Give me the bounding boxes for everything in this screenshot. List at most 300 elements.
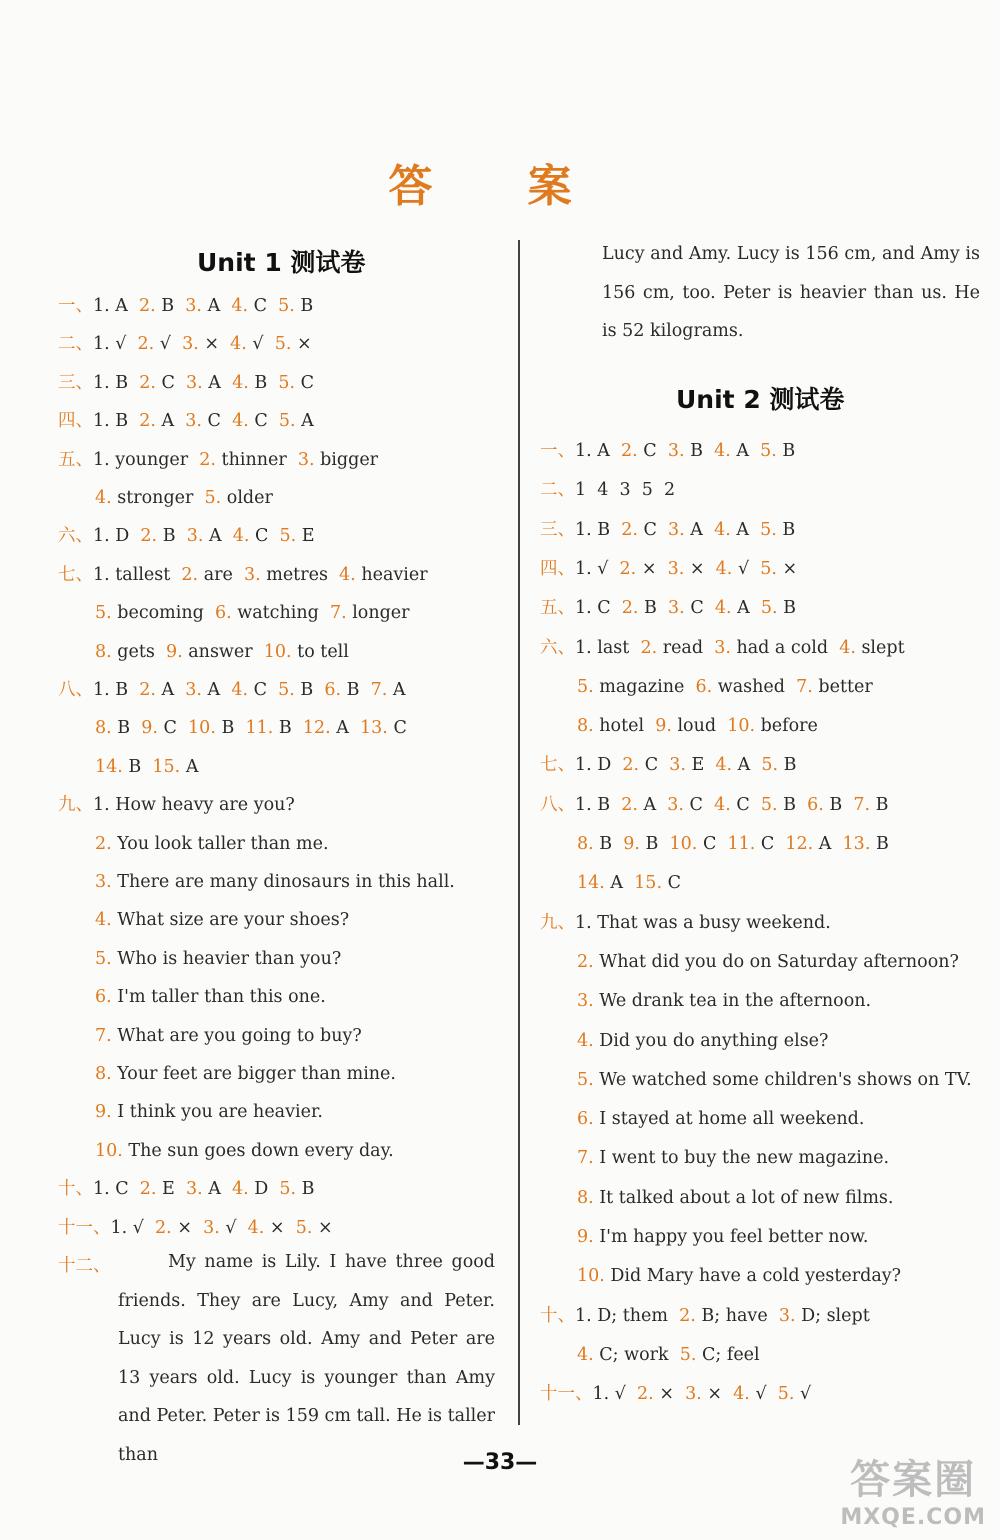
- left-line: [95, 641, 349, 663]
- answer-text: Did you do anything else?: [599, 1030, 829, 1051]
- answer-text: 九、: [540, 912, 575, 933]
- answer-text: Your feet are bigger than mine.: [117, 1064, 396, 1084]
- answer-text: We watched some children's shows on TV.: [599, 1069, 972, 1090]
- answer-text: 6.: [214, 603, 238, 624]
- answer-text: 三、: [540, 519, 575, 540]
- right-line: [577, 715, 818, 737]
- answer-text: A: [736, 441, 761, 461]
- answer-text: 6.: [695, 676, 718, 697]
- answer-text: I'm happy you feel better now.: [599, 1227, 869, 1247]
- answer-text: A: [736, 519, 761, 540]
- answer-text: C: [760, 834, 786, 854]
- answer-text: are: [203, 564, 244, 585]
- answer-text: 5.: [95, 948, 118, 969]
- left-line: [58, 410, 314, 432]
- left-line: [58, 333, 312, 355]
- answer-text: A: [643, 794, 668, 815]
- right-line: [577, 872, 681, 894]
- answer-text: ×: [641, 558, 668, 579]
- answer-text: 9.: [141, 718, 164, 739]
- watermark-brand: 答案圈: [850, 1457, 977, 1503]
- answer-text: 4.: [231, 1179, 255, 1200]
- answer-text: 8.: [577, 716, 600, 737]
- answer-text: 六、: [58, 526, 93, 547]
- left-line: [95, 487, 273, 509]
- answer-text: 2.: [577, 951, 600, 972]
- answer-text: 14.: [95, 756, 129, 777]
- answer-text: washed: [717, 676, 797, 697]
- answer-text: to tell: [297, 641, 349, 662]
- unit2-title: Unit 2 测试卷: [676, 385, 845, 414]
- answer-text: D: [254, 1179, 280, 1200]
- answer-text: I'm taller than this one.: [117, 987, 326, 1008]
- answer-text: 1. A: [93, 296, 140, 316]
- answer-text: 15.: [152, 756, 186, 777]
- answer-text: 5.: [760, 558, 783, 579]
- answer-text: 2.: [139, 411, 162, 432]
- answer-text: A: [208, 526, 233, 547]
- answer-text: A: [737, 755, 762, 776]
- answer-text: 4.: [232, 372, 255, 393]
- answer-text: C: [163, 718, 189, 739]
- answer-text: A: [185, 756, 199, 777]
- answer-text: 2.: [679, 1305, 702, 1326]
- right-line: [577, 1226, 869, 1248]
- answer-text: 2.: [640, 637, 663, 658]
- answer-text: 4.: [95, 488, 118, 508]
- right-line: [540, 1383, 811, 1405]
- answer-text: You look taller than me.: [117, 833, 329, 854]
- right-line: [540, 1305, 870, 1327]
- answer-text: B: [644, 598, 669, 619]
- answer-text: 1. C: [93, 1179, 140, 1200]
- answer-text: Did Mary have a cold yesterday?: [610, 1266, 902, 1287]
- answer-text: 4.: [733, 1384, 756, 1405]
- answer-text: magazine: [599, 676, 696, 697]
- answer-text: 4.: [714, 598, 738, 619]
- answer-text: 十、: [58, 1179, 93, 1200]
- answer-text: B: [301, 1179, 315, 1200]
- answer-text: 1. √: [93, 334, 138, 355]
- answer-text: 5.: [278, 411, 302, 432]
- answer-text: 1. B: [93, 411, 140, 432]
- answer-text: 11.: [727, 834, 761, 854]
- answer-text: C: [643, 441, 668, 461]
- answer-text: 3.: [186, 372, 209, 393]
- right-line: [540, 912, 831, 934]
- answer-text: 八、: [58, 680, 93, 700]
- answer-text: 4.: [715, 755, 738, 776]
- answer-text: C: [254, 526, 280, 547]
- answer-text: 3.: [778, 1305, 802, 1326]
- answer-text: 1. D: [93, 526, 141, 547]
- answer-text: √: [225, 1217, 248, 1238]
- answer-text: B: [254, 372, 279, 393]
- answer-text: 13.: [360, 718, 394, 739]
- answer-text: 1. B: [575, 794, 622, 815]
- answer-text: 7.: [329, 603, 353, 624]
- answer-text: 1. younger: [93, 449, 200, 470]
- answer-text: 9.: [623, 834, 646, 854]
- unit1-essay-continued: Lucy and Amy. Lucy is 156 cm, and Amy is 156 cm, too. Peter is heavier than us. He is 52 kilograms.: [602, 244, 980, 341]
- answer-text: A: [392, 680, 406, 700]
- answer-text: 1. A: [575, 441, 622, 461]
- answer-text: 4.: [231, 296, 254, 316]
- answer-text: 4.: [231, 680, 254, 700]
- answer-text: C: [253, 296, 279, 316]
- answer-text: 二、: [58, 334, 93, 355]
- right-line: [577, 1187, 893, 1209]
- answer-text: 6.: [577, 1109, 600, 1130]
- answer-text: B: [782, 441, 796, 461]
- right-line: [577, 1147, 889, 1169]
- answer-text: We drank tea in the afternoon.: [599, 991, 872, 1012]
- answer-text: 3.: [185, 411, 208, 432]
- left-line: [58, 1255, 111, 1277]
- answer-text: √: [799, 1384, 812, 1405]
- answer-text: slept: [861, 637, 905, 658]
- left-line: [95, 717, 407, 739]
- answer-text: 2.: [622, 755, 645, 776]
- answer-text: 3.: [243, 564, 267, 585]
- answer-text: 3.: [185, 1179, 209, 1200]
- answer-text: 10.: [669, 834, 703, 854]
- answer-text: C: [644, 755, 670, 776]
- answer-text: E: [162, 1179, 186, 1200]
- answer-text: 5.: [274, 334, 297, 355]
- answer-text: 4.: [232, 411, 255, 432]
- answer-text: 10.: [727, 716, 761, 737]
- page-title: 答 案: [388, 161, 612, 212]
- answer-text: 3.: [667, 441, 691, 461]
- answer-text: 4.: [95, 910, 118, 931]
- left-line: [58, 679, 406, 701]
- answer-text: A: [336, 718, 361, 739]
- answer-text: B: [300, 296, 314, 316]
- answer-text: B: [783, 794, 808, 815]
- left-line: [95, 756, 198, 778]
- answer-text: C: [393, 718, 407, 739]
- answer-text: C: [643, 519, 669, 540]
- answer-text: 2.: [621, 441, 644, 461]
- answer-text: stronger: [117, 488, 205, 508]
- left-line: [95, 1101, 323, 1123]
- left-line: [95, 1140, 394, 1162]
- answer-text: 七、: [540, 755, 575, 776]
- answer-text: What did you do on Saturday afternoon?: [599, 951, 959, 972]
- answer-text: had a cold: [736, 637, 840, 658]
- answer-text: B: [875, 834, 889, 854]
- watermark-logo: [840, 1448, 986, 1530]
- answer-text: There are many dinosaurs in this hall.: [117, 872, 455, 892]
- answer-text: √: [737, 558, 761, 579]
- left-line: [95, 909, 349, 931]
- answer-text: A: [737, 598, 761, 619]
- answer-text: ×: [689, 558, 716, 579]
- answer-text: Who is heavier than you?: [117, 948, 342, 969]
- answer-text: 2.: [637, 1384, 660, 1405]
- answer-text: 四、: [58, 411, 93, 432]
- answer-text: 3.: [714, 637, 737, 658]
- right-line: [540, 479, 675, 501]
- answer-text: I think you are heavier.: [117, 1102, 323, 1123]
- answer-text: C; work: [599, 1344, 680, 1365]
- page-number: —33—: [462, 1450, 538, 1475]
- answer-text: 4.: [577, 1344, 600, 1365]
- answer-text: 2.: [140, 526, 163, 547]
- answer-text: heavier: [361, 564, 428, 585]
- answer-text: 3.: [685, 1384, 708, 1405]
- answer-text: 5.: [278, 296, 301, 316]
- left-line: [58, 449, 378, 471]
- answer-text: 3.: [185, 296, 208, 316]
- answer-text: 3.: [667, 558, 690, 579]
- answer-text: 十一、: [58, 1217, 111, 1238]
- answer-text: B: [645, 834, 670, 854]
- answer-text: 4.: [339, 564, 362, 585]
- left-line: [95, 871, 455, 893]
- answer-text: D; slept: [801, 1305, 870, 1326]
- answer-text: 2.: [139, 1179, 163, 1200]
- answer-text: 十二、: [58, 1256, 111, 1276]
- answer-text: 3.: [186, 526, 209, 547]
- answer-text: 一、: [540, 441, 575, 461]
- answer-text: 9.: [577, 1227, 600, 1247]
- answer-text: 7.: [853, 794, 876, 815]
- answer-text: A: [208, 1179, 232, 1200]
- answer-text: 2.: [621, 519, 644, 540]
- answer-text: C: [736, 794, 761, 815]
- answer-text: 10.: [188, 718, 222, 739]
- answer-text: 5.: [577, 1069, 600, 1090]
- answer-text: before: [760, 716, 818, 737]
- answer-text: C: [207, 411, 233, 432]
- answer-text: 3.: [668, 598, 691, 619]
- answer-text: loud: [677, 716, 728, 737]
- right-line: [540, 754, 797, 776]
- answer-text: better: [818, 676, 873, 697]
- answer-text: B; have: [701, 1305, 779, 1326]
- left-line: [58, 295, 313, 317]
- answer-text: 五、: [540, 598, 575, 619]
- answer-text: B: [221, 718, 246, 739]
- left-line: [95, 833, 329, 855]
- answer-text: 3.: [185, 680, 208, 700]
- answer-text: 四、: [540, 558, 575, 579]
- answer-text: 8.: [577, 1187, 600, 1208]
- answer-text: 10.: [95, 1140, 129, 1161]
- right-line: [577, 951, 959, 973]
- answer-text: C: [690, 598, 715, 619]
- answer-text: 4.: [714, 441, 737, 461]
- answer-text: 1. C: [575, 598, 622, 619]
- answer-text: 八、: [540, 794, 575, 815]
- left-line: [95, 1025, 362, 1047]
- answer-text: read: [662, 637, 715, 658]
- answer-text: 5.: [279, 526, 302, 547]
- answer-text: 5.: [760, 519, 783, 540]
- answer-text: 8.: [95, 1064, 118, 1084]
- answer-text: 2.: [181, 564, 204, 585]
- answer-text: B: [346, 680, 371, 700]
- answer-text: B: [162, 526, 187, 547]
- answer-text: 4.: [577, 1030, 600, 1051]
- answer-text: 6.: [807, 794, 830, 815]
- answer-text: 3.: [297, 449, 321, 470]
- answer-text: 7.: [95, 1025, 118, 1046]
- answer-text: B: [783, 755, 797, 776]
- answer-text: B: [599, 834, 624, 854]
- answer-text: 8.: [95, 718, 118, 739]
- left-line: [95, 948, 341, 970]
- answer-text: older: [226, 488, 273, 508]
- right-line: [540, 519, 795, 541]
- answer-text: The sun goes down every day.: [128, 1140, 394, 1161]
- answer-text: ×: [177, 1217, 204, 1238]
- answer-text: C: [161, 372, 187, 393]
- answer-text: 1. B: [93, 680, 140, 700]
- left-line: [58, 564, 428, 586]
- answer-text: B: [278, 718, 303, 739]
- answer-text: B: [161, 296, 186, 316]
- answer-text: 12.: [785, 834, 819, 854]
- left-line: [95, 1063, 396, 1085]
- answer-text: 9.: [655, 716, 678, 737]
- answer-text: 六、: [540, 637, 575, 658]
- answer-text: 5.: [760, 441, 783, 461]
- right-line: [540, 637, 905, 659]
- answer-text: 2.: [139, 296, 162, 316]
- answer-text: ×: [204, 334, 231, 355]
- right-line: [577, 833, 889, 855]
- answer-text: 6.: [324, 680, 347, 700]
- answer-text: 1. D; them: [575, 1305, 680, 1326]
- answer-text: 2.: [621, 598, 645, 619]
- answer-text: 4.: [247, 1217, 270, 1238]
- unit1-title: Unit 1 测试卷: [197, 248, 366, 277]
- left-line: [58, 525, 315, 547]
- answer-text: 三、: [58, 372, 93, 393]
- answer-text: √: [159, 334, 183, 355]
- answer-text: 3.: [577, 991, 600, 1012]
- answer-text: What are you going to buy?: [117, 1025, 362, 1046]
- answer-text: 2.: [155, 1217, 178, 1238]
- answer-text: B: [690, 441, 715, 461]
- left-line: [58, 794, 295, 816]
- answer-text: 4.: [715, 558, 738, 579]
- answer-text: A: [690, 519, 715, 540]
- answer-text: 3.: [668, 519, 691, 540]
- answer-text: 8.: [95, 641, 118, 662]
- right-line: [540, 440, 795, 462]
- answer-text: ×: [707, 1384, 734, 1405]
- answer-text: B: [782, 519, 796, 540]
- answer-text: B: [117, 718, 142, 739]
- answer-text: 2.: [139, 680, 162, 700]
- answer-text: ×: [317, 1217, 333, 1238]
- answer-text: 5.: [295, 1217, 318, 1238]
- answer-text: 5.: [278, 680, 301, 700]
- answer-text: 5.: [95, 603, 118, 624]
- right-line: [577, 676, 873, 698]
- answer-text: √: [755, 1384, 778, 1405]
- answer-text: E: [301, 526, 315, 547]
- answer-text: thinner: [221, 449, 298, 470]
- answer-text: 1. √: [575, 558, 620, 579]
- answer-text: 5.: [761, 755, 784, 776]
- answer-text: 7.: [577, 1148, 600, 1169]
- answer-text: 五、: [58, 449, 93, 470]
- column-divider: [518, 240, 520, 1425]
- answer-text: 3.: [203, 1217, 226, 1238]
- answer-text: 3.: [95, 872, 118, 892]
- answer-text: 9.: [165, 641, 189, 662]
- answer-text: √: [252, 334, 275, 355]
- answer-text: 4.: [230, 334, 253, 355]
- right-line: [577, 1108, 864, 1130]
- answer-text: A: [161, 411, 186, 432]
- left-line: [95, 602, 410, 624]
- answer-text: 1. That was a busy weekend.: [575, 912, 831, 933]
- answer-text: 九、: [58, 795, 93, 816]
- answer-text: 七、: [58, 564, 93, 585]
- watermark-site: MXQE.COM: [840, 1505, 986, 1530]
- right-line: [540, 558, 797, 580]
- answer-text: C; feel: [702, 1344, 760, 1365]
- answer-text: A: [207, 680, 232, 700]
- left-line: [58, 372, 314, 394]
- right-line: [577, 1344, 760, 1366]
- answer-text: 1. √: [592, 1384, 638, 1405]
- answer-text: bigger: [320, 449, 379, 470]
- answer-text: 5.: [278, 372, 301, 393]
- answer-text: 1. √: [110, 1217, 156, 1238]
- left-line: [58, 1178, 315, 1200]
- answer-text: 15.: [634, 873, 668, 894]
- answer-text: ×: [782, 558, 798, 579]
- answer-text: It talked about a lot of new films.: [599, 1187, 894, 1208]
- answer-text: 4.: [714, 794, 737, 815]
- answer-text: 14.: [577, 873, 611, 894]
- left-line: [58, 1217, 333, 1239]
- answer-text: 11.: [245, 718, 279, 739]
- answer-text: A: [610, 873, 635, 894]
- answer-text: 1 4 3 5 2: [575, 480, 676, 501]
- answer-text: 2.: [139, 372, 162, 393]
- answer-text: 3.: [669, 755, 692, 776]
- answer-text: 5.: [777, 1384, 800, 1405]
- answer-text: watching: [237, 603, 330, 624]
- answer-text: ×: [659, 1384, 686, 1405]
- right-line: [540, 794, 889, 816]
- answer-text: C: [254, 411, 279, 432]
- answer-text: 1. D: [575, 755, 623, 776]
- right-line: [577, 990, 871, 1012]
- answer-text: A: [208, 372, 233, 393]
- answer-text: I stayed at home all weekend.: [599, 1109, 865, 1130]
- answer-text: 12.: [302, 718, 337, 739]
- right-line: [577, 1030, 828, 1052]
- answer-text: 4.: [714, 519, 737, 540]
- answer-text: 4.: [839, 637, 862, 658]
- answer-text: A: [818, 834, 843, 854]
- answer-text: 十、: [540, 1305, 575, 1326]
- answer-text: 2.: [621, 794, 644, 815]
- answer-text: 7.: [370, 680, 393, 700]
- answer-text: B: [128, 756, 153, 777]
- answer-text: B: [783, 598, 796, 619]
- answer-text: 一、: [58, 296, 93, 316]
